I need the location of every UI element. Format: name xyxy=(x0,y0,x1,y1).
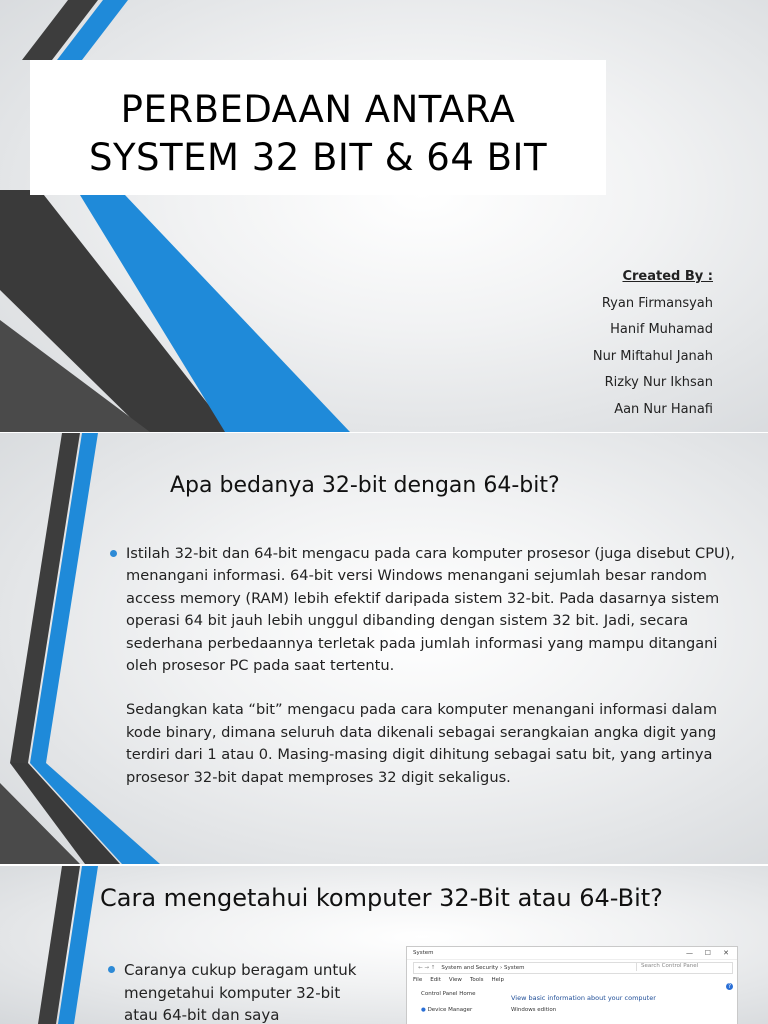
content-slide-1 xyxy=(0,433,768,864)
window-section: Windows edition xyxy=(511,1007,557,1013)
help-icon: ? xyxy=(727,983,732,990)
window-heading: View basic information about your computer xyxy=(511,994,656,1002)
bullet-text: Caranya cukup beragam untuk mengetahui komputer 32-bit atau 64-bit dan saya xyxy=(124,961,357,1024)
author-name: Hanif Muhamad xyxy=(610,322,713,337)
close-icon: ✕ xyxy=(723,949,729,957)
system-window-screenshot xyxy=(406,946,738,1024)
author-name: Rizky Nur Ikhsan xyxy=(604,375,713,390)
nav-arrows-icon: ← → ↑ xyxy=(418,965,436,971)
sidebar-home: Control Panel Home xyxy=(421,991,476,997)
window-title: System xyxy=(413,950,434,956)
search-box: Search Control Panel xyxy=(636,963,731,971)
author-name: Nur Miftahul Janah xyxy=(592,348,713,364)
menu-item: File xyxy=(413,977,423,983)
bullet-icon xyxy=(110,550,117,557)
credits xyxy=(593,268,713,427)
title-line-1: PERBEDAAN ANTARA xyxy=(120,88,516,131)
menu-item: Help xyxy=(491,977,505,983)
menu-bar xyxy=(413,977,504,983)
sidebar-item-label: Device Manager xyxy=(427,1007,473,1013)
slide-heading: Apa bedanya 32-bit dengan 64-bit? xyxy=(170,473,560,498)
slide-heading: Cara mengetahui komputer 32-Bit atau 64-Bit? xyxy=(100,884,663,912)
menu-item: Tools xyxy=(469,977,484,983)
maximize-icon: ☐ xyxy=(704,949,711,957)
slide-title xyxy=(30,86,606,182)
address-path: System and Security › System xyxy=(441,965,525,971)
menu-item: View xyxy=(448,977,462,983)
shield-icon: ● xyxy=(421,1007,426,1013)
sidebar-item-device-manager xyxy=(421,1007,472,1013)
paragraph: Istilah 32-bit dan 64-bit mengacu pada cara komputer prosesor (juga disebut CPU), menangani informasi. 64-bit versi Windows menangani sejumlah besar random access memory (RAM) lebih efektif daripada sistem 32-bit. Pada dasarnya sistem operasi 64 bit jauh lebih unggul dibanding dengan sistem 32 bit. Jadi, secara sederhana perbedaannya terletak pada jumlah informasi yang mampu ditangani oleh prosesor PC pada saat tertentu. xyxy=(126,545,736,675)
content-slide-2 xyxy=(0,866,768,1024)
paragraph: Sedangkan kata “bit” mengacu pada cara komputer menangani informasi dalam kode binary, dimana seluruh data dikenali sebagai serangkaian angka digit yang terdiri dari 1 atau 0. Masing-masing digit dihitung sebagai satu bit, yang artinya prosesor 32-bit dapat memproses 32 digit sekaligus. xyxy=(126,701,718,786)
author-name: Ryan Firmansyah xyxy=(601,295,713,311)
credits-heading: Created By : xyxy=(622,269,713,284)
title-slide xyxy=(0,0,768,432)
bullet-icon xyxy=(108,966,115,973)
menu-item: Edit xyxy=(430,977,441,983)
title-line-2: SYSTEM 32 BIT & 64 BIT xyxy=(88,136,548,179)
author-name: Aan Nur Hanafi xyxy=(614,401,713,417)
title-box xyxy=(30,60,606,195)
minimize-icon: — xyxy=(686,949,693,957)
slide-body xyxy=(126,543,741,789)
